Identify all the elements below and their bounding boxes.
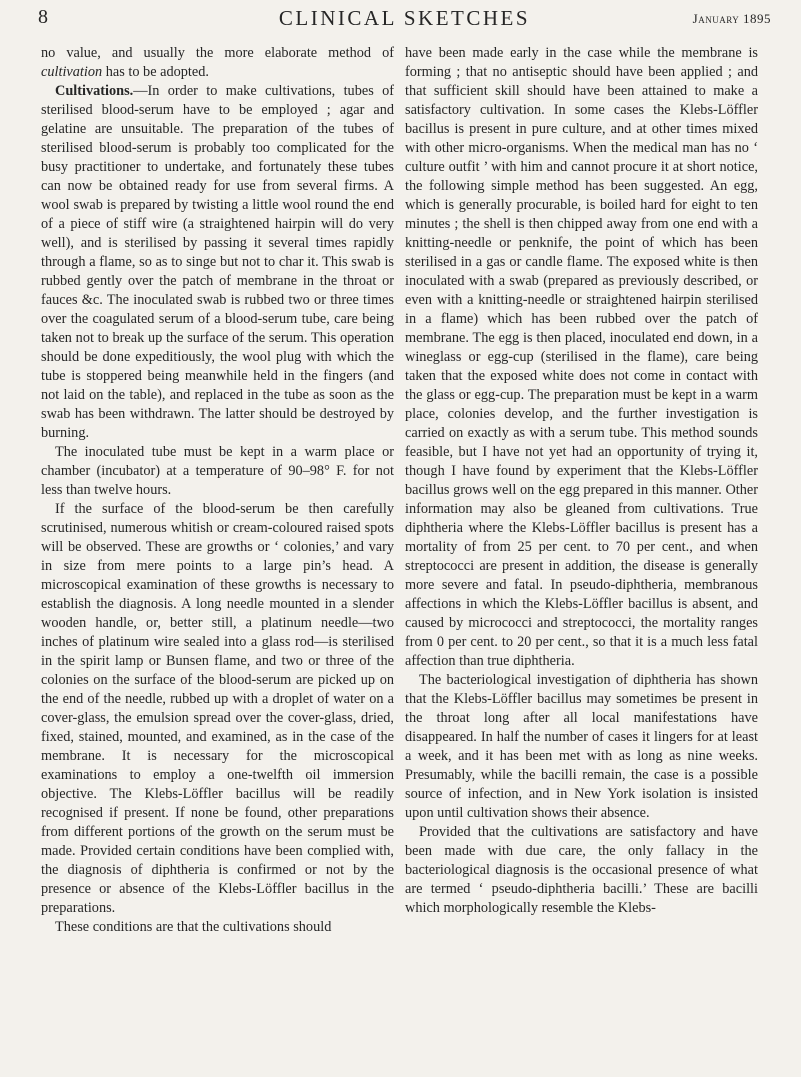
- paragraph: These conditions are that the cultivations should: [55, 919, 332, 935]
- right-column: [405, 44, 758, 918]
- paragraph: Provided that the cultivations are satisfactory and have been made with due care, the only fallacy in the bacteriological diagnosis is the occasional presence of what are termed ‘ pseudo-diphtheria bacilli.’ These are bacilli which morphologically resemble the Klebs-: [405, 824, 758, 916]
- running-title: CLINICAL SKETCHES: [278, 6, 531, 30]
- paragraph: The inoculated tube must be kept in a warm place or chamber (incubator) at a temperature of 90–98° F. for not less than twelve hours.: [41, 444, 394, 498]
- left-column: [41, 44, 394, 937]
- paragraph: The bacteriological investigation of diphtheria has shown that the Klebs-Löffler bacillus may sometimes be present in the throat long after all local manifestations have disappeared. In half the number of cases it lingers for at least a week, and it has been met with as long as nine weeks. Presumably, while the bacilli remain, the case is a possible source of infection, and in New York isolation is insisted upon until cultivation shows their absence.: [405, 672, 758, 821]
- section-heading: Cultivations.: [55, 83, 134, 99]
- paragraph: no value, and usually the more elaborate method of cultivation has to be adopted.: [41, 45, 394, 80]
- running-header: [38, 6, 771, 32]
- italic-term: cultivation: [41, 64, 103, 80]
- issue-date: January 1895: [692, 11, 771, 26]
- paragraph-cultivations: Cultivations.—In order to make cultivations, tubes of sterilised blood-serum have to be employed ; agar and gelatine are unsuitable. The preparation of the tubes of sterilised blood-serum is probably too complicated for the busy practitioner to undertake, and fortunately these tubes can now be obtained ready for use from several firms. A wool swab is prepared by twisting a little wool round the end of a piece of stiff wire (a straightened hairpin will do very well), and is sterilised by passing it several times rapidly through a flame, so as to singe but not to char it. This swab is rubbed gently over the patch of membrane in the throat or fauces &c. The inoculated swab is rubbed two or three times over the coagulated serum of a blood-serum tube, care being taken not to break up the surface of the serum. This operation should be done expeditiously, the wool plug with which the tube is stoppered being meanwhile held in the fingers (and not laid on the table), and replaced in the tube as soon as the swab has been withdrawn. The latter should be destroyed by burning.: [41, 83, 394, 441]
- paragraph: If the surface of the blood-serum be then carefully scrutinised, numerous whitish or cream-coloured raised spots will be observed. These are growths or ‘ colonies,’ and vary in size from mere points to a large pin’s head. A microscopical examination of these growths is necessary to establish the diagnosis. A long needle mounted in a slender wooden handle, or, better still, a platinum needle—two inches of platinum wire sealed into a glass rod—is sterilised in the spirit lamp or Bunsen flame, and two or three of the colonies on the surface of the blood-serum are picked up on the end of the needle, rubbed up with a droplet of water on a cover-glass, the emulsion spread over the cover-glass, dried, fixed, stained, mounted, and examined, as in the case of the membrane. It is necessary for the microscopical examinations to employ a one-twelfth oil immersion objective. The Klebs-Löffler bacillus will be readily recognised if present. If none be found, other preparations from different portions of the growth on the serum must be made. Provided certain conditions have been complied with, the diagnosis of diphtheria is confirmed or not by the presence or absence of the Klebs-Löffler bacillus in the preparations.: [41, 501, 394, 916]
- page-number: 8: [38, 6, 48, 28]
- paragraph: have been made early in the case while the membrane is forming ; that no antiseptic should have been applied ; and that sufficient skill should have been attained to make a satisfactory cultivation. In some cases the Klebs-Löffler bacillus is present in pure culture, and at other times mixed with other micro-organisms. When the medical man has no ‘ culture outfit ’ with him and cannot procure it at short notice, the following simple method has been suggested. An egg, which is generally procurable, is boiled hard for eight to ten minutes ; the shell is then chipped away from one end with a knitting-needle or penknife, the point of which has been sterilised in a gas or candle flame. The exposed white is then inoculated with a swab (prepared as previously described, or even with a knitting-needle or straightened hairpin sterilised in a flame) which has been rubbed over the patch of membrane. The egg is then placed, inoculated end down, in a wineglass or egg-cup (sterilised in the flame), care being taken that the exposed white does not come in contact with the glass or egg-cup. The preparation must be kept in a warm place, colonies develop, and the further investigation is carried on exactly as with a serum tube. This method sounds feasible, but I have not yet had an opportunity of trying it, though I have found by experiment that the Klebs-Löffler bacillus grows well on the egg prepared in this manner. Other information may also be gleaned from cultivations. True diphtheria where the Klebs-Löffler bacillus is present has a mortality of from 25 per cent. to 70 per cent., and when streptococci are present in addition, the disease is generally more severe and fatal. In pseudo-diphtheria, membranous affections in which the Klebs-Löffler bacillus is absent, and caused by micrococci and streptococci, the mortality ranges from 0 per cent. to 20 per cent., so that it is a much less fatal affection than true diphtheria.: [405, 45, 758, 669]
